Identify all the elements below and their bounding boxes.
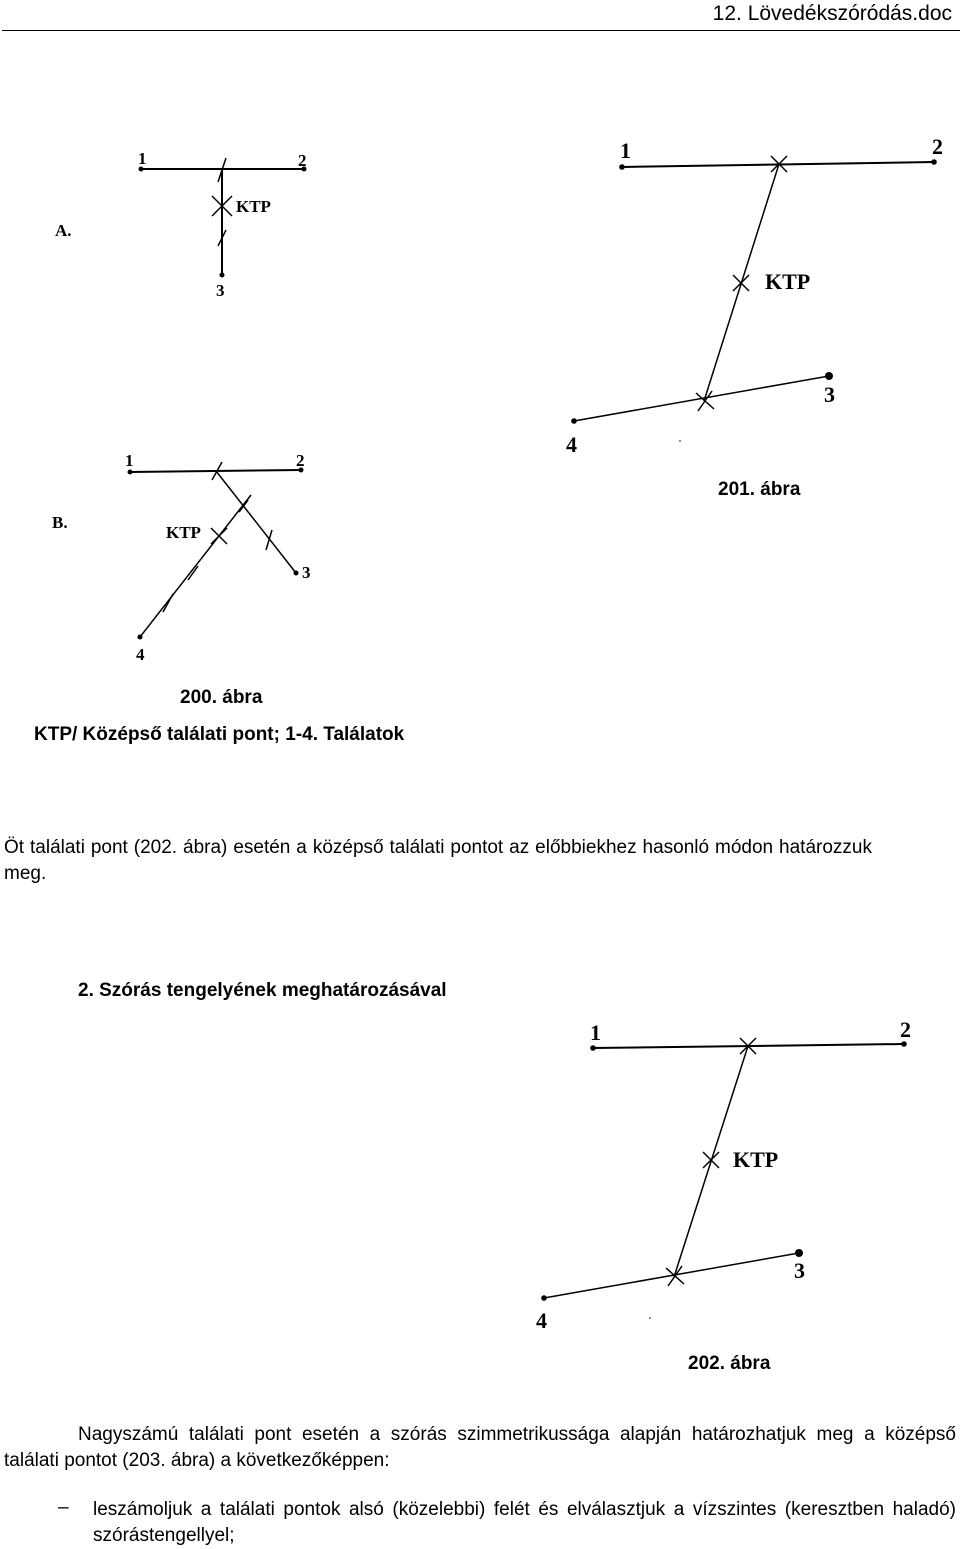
point-label-1: 1 [138, 149, 147, 168]
hit-point-1 [590, 1045, 596, 1051]
point-label-1: 1 [590, 1020, 601, 1045]
hit-point-3 [795, 1249, 803, 1257]
point-label-3: 3 [794, 1258, 805, 1283]
point-label-4: 4 [536, 1308, 547, 1333]
point-label-4: 4 [136, 645, 145, 664]
ktp-label: KTP [236, 197, 271, 216]
point-label-2: 2 [298, 151, 307, 170]
figure-200-caption: 200. ábra [180, 687, 263, 708]
bullet-marker: – [58, 1497, 69, 1518]
ktp-label: KTP [765, 269, 811, 294]
section-heading: 2. Szórás tengelyének meghatározásával [78, 980, 447, 1001]
ktp-label: KTP [733, 1147, 779, 1172]
line-4-3 [544, 1253, 799, 1298]
point-label-4: 4 [566, 432, 577, 457]
point-label-1: 1 [620, 138, 631, 163]
hit-point-4 [541, 1295, 547, 1301]
document-title: 12. Lövedékszóródás.doc [712, 2, 952, 25]
point-label-3: 3 [824, 382, 835, 407]
figure-201-caption: 201. ábra [718, 479, 801, 500]
hit-point-2 [901, 1041, 907, 1047]
ktp-label: KTP [166, 523, 201, 542]
figure-200-legend: KTP/ Középső találati pont; 1-4. Találatok [34, 724, 405, 745]
point-label-2: 2 [296, 451, 305, 470]
bullet-1-text: leszámoljuk a találati pontok alsó (közelebbi) felét és elválasztjuk a vízszintes (keresztben haladó) szórástengellyel; [93, 1499, 956, 1546]
figure-202-caption: 202. ábra [688, 1353, 771, 1374]
point-label-3: 3 [302, 563, 311, 582]
panel-b-label: B. [52, 513, 68, 532]
point-label-2: 2 [932, 134, 943, 159]
paragraph-2-text: Nagyszámú találati pont esetén a szórás szimmetrikussága alapján határozhatjuk meg a középső találati pontot (203. ábra) a következőképpen: [4, 1424, 956, 1471]
point-label-1: 1 [125, 451, 134, 470]
point-label-2: 2 [900, 1017, 911, 1042]
paragraph-2 [4, 1422, 956, 1474]
point-label-3: 3 [216, 281, 225, 300]
stray-dot [649, 1317, 651, 1319]
panel-a-label: A. [55, 221, 72, 240]
paragraph-1: Öt találati pont (202. ábra) esetén a középső találati pontot az előbbiekhez hasonló módon határozzuk meg. [4, 837, 872, 884]
